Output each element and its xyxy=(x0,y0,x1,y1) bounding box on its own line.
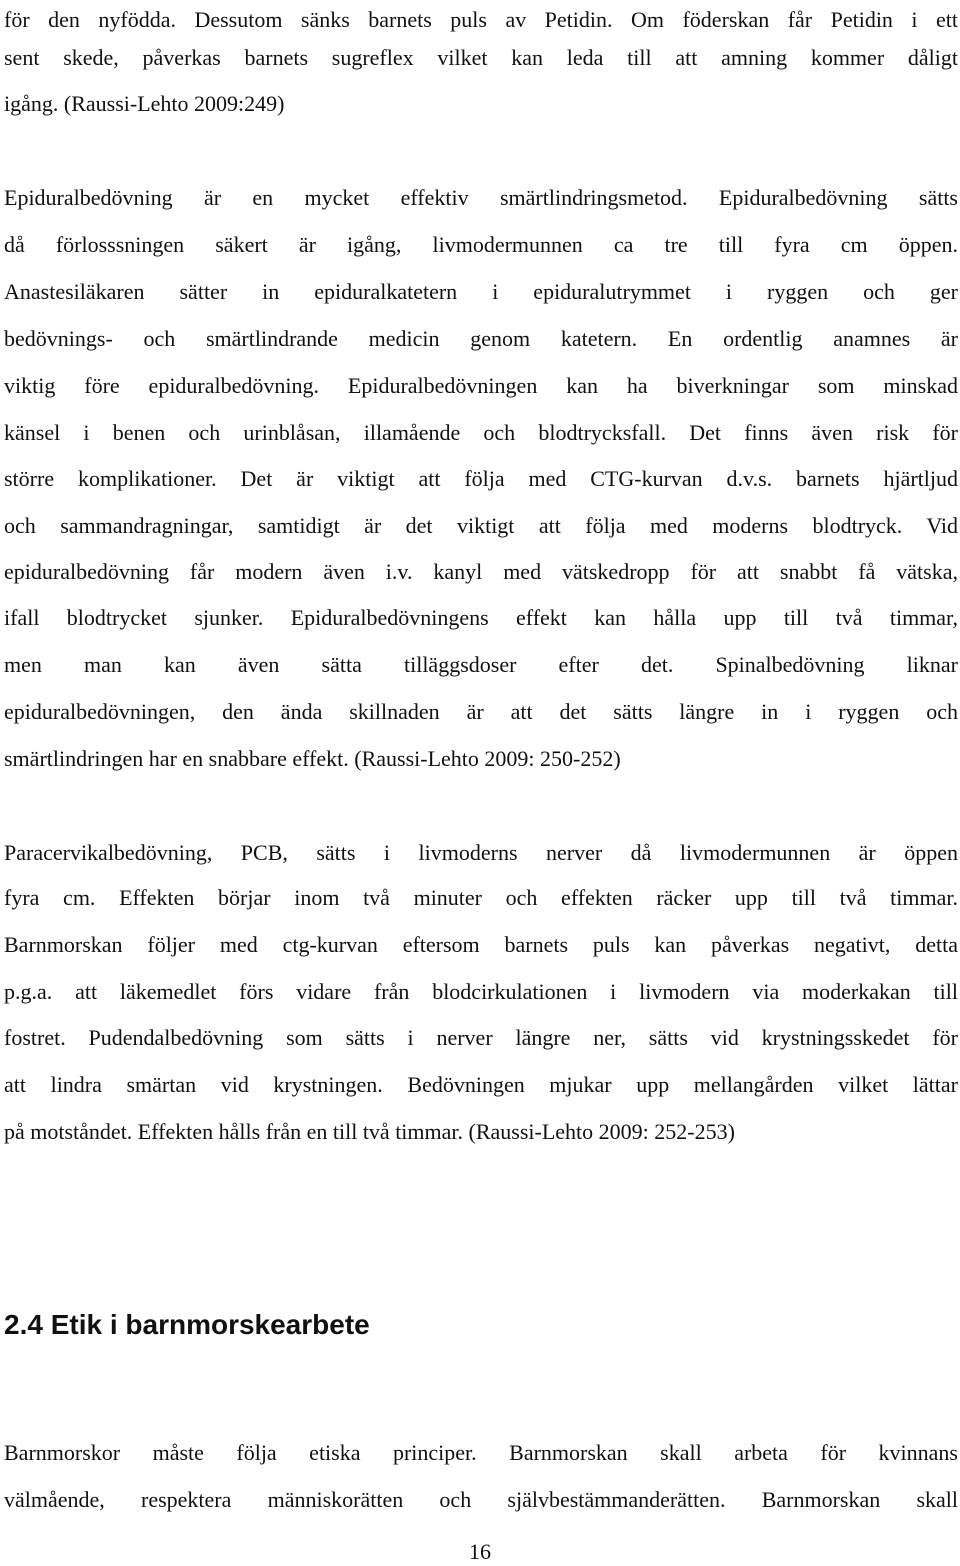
text-line: igång. (Raussi-Lehto 2009:249) xyxy=(4,91,285,116)
text-line: större komplikationer. Det är viktigt att följa med CTG-kurvan d.v.s. barnets hjärtljud xyxy=(4,466,958,491)
text-line: känsel i benen och urinblåsan, illamående och blodtrycksfall. Det finns även risk för xyxy=(4,420,958,445)
text-line: då förlosssningen säkert är igång, livmodermunnen ca tre till fyra cm öppen. xyxy=(4,232,958,257)
text-line: Anastesiläkaren sätter in epiduralkatetern i epiduralutrymmet i ryggen och ger xyxy=(4,279,958,304)
text-line: Barnmorskan följer med ctg-kurvan eftersom barnets puls kan påverkas negativt, detta xyxy=(4,932,958,957)
text-line: fostret. Pudendalbedövning som sätts i nerver längre ner, sätts vid krystningsskedet för xyxy=(4,1025,958,1050)
page-number: 16 xyxy=(469,1539,491,1564)
text-line: välmående, respektera människorätten och självbestämmanderätten. Barnmorskan skall xyxy=(4,1487,958,1512)
section-heading: 2.4 Etik i barnmorskearbete xyxy=(4,1309,370,1340)
text-line: ifall blodtrycket sjunker. Epiduralbedövningens effekt kan hålla upp till två timmar, xyxy=(4,605,958,630)
text-line: epiduralbedövning får modern även i.v. kanyl med vätskedropp för att snabbt få vätska, xyxy=(4,559,958,584)
text-line: men man kan även sätta tilläggsdoser efter det. Spinalbedövning liknar xyxy=(4,652,958,677)
text-line: på motståndet. Effekten hålls från en till två timmar. (Raussi-Lehto 2009: 252-253) xyxy=(4,1119,735,1144)
text-line: bedövnings- och smärtlindrande medicin genom katetern. En ordentlig anamnes är xyxy=(4,326,958,351)
text-line: smärtlindringen har en snabbare effekt. (Raussi-Lehto 2009: 250-252) xyxy=(4,746,621,771)
text-line: Epiduralbedövning är en mycket effektiv smärtlindringsmetod. Epiduralbedövning sätts xyxy=(4,185,958,210)
text-line: att lindra smärtan vid krystningen. Bedövningen mjukar upp mellangården vilket lättar xyxy=(4,1072,958,1097)
text-line: för den nyfödda. Dessutom sänks barnets puls av Petidin. Om föderskan får Petidin i ett xyxy=(4,7,958,32)
text-line: Paracervikalbedövning, PCB, sätts i livmoderns nerver då livmodermunnen är öppen xyxy=(4,840,958,865)
text-line: p.g.a. att läkemedlet förs vidare från blodcirkulationen i livmodern via moderkakan till xyxy=(4,979,958,1004)
text-line: viktig före epiduralbedövning. Epiduralbedövningen kan ha biverkningar som minskad xyxy=(4,373,958,398)
text-line: fyra cm. Effekten börjar inom två minuter och effekten räcker upp till två timmar. xyxy=(4,885,958,910)
text-line: epiduralbedövningen, den ända skillnaden är att det sätts längre in i ryggen och xyxy=(4,699,958,724)
text-line: Barnmorskor måste följa etiska principer. Barnmorskan skall arbeta för kvinnans xyxy=(4,1440,958,1465)
text-line: och sammandragningar, samtidigt är det viktigt att följa med moderns blodtryck. Vid xyxy=(4,513,958,538)
text-line: sent skede, påverkas barnets sugreflex vilket kan leda till att amning kommer dåligt xyxy=(4,45,958,70)
